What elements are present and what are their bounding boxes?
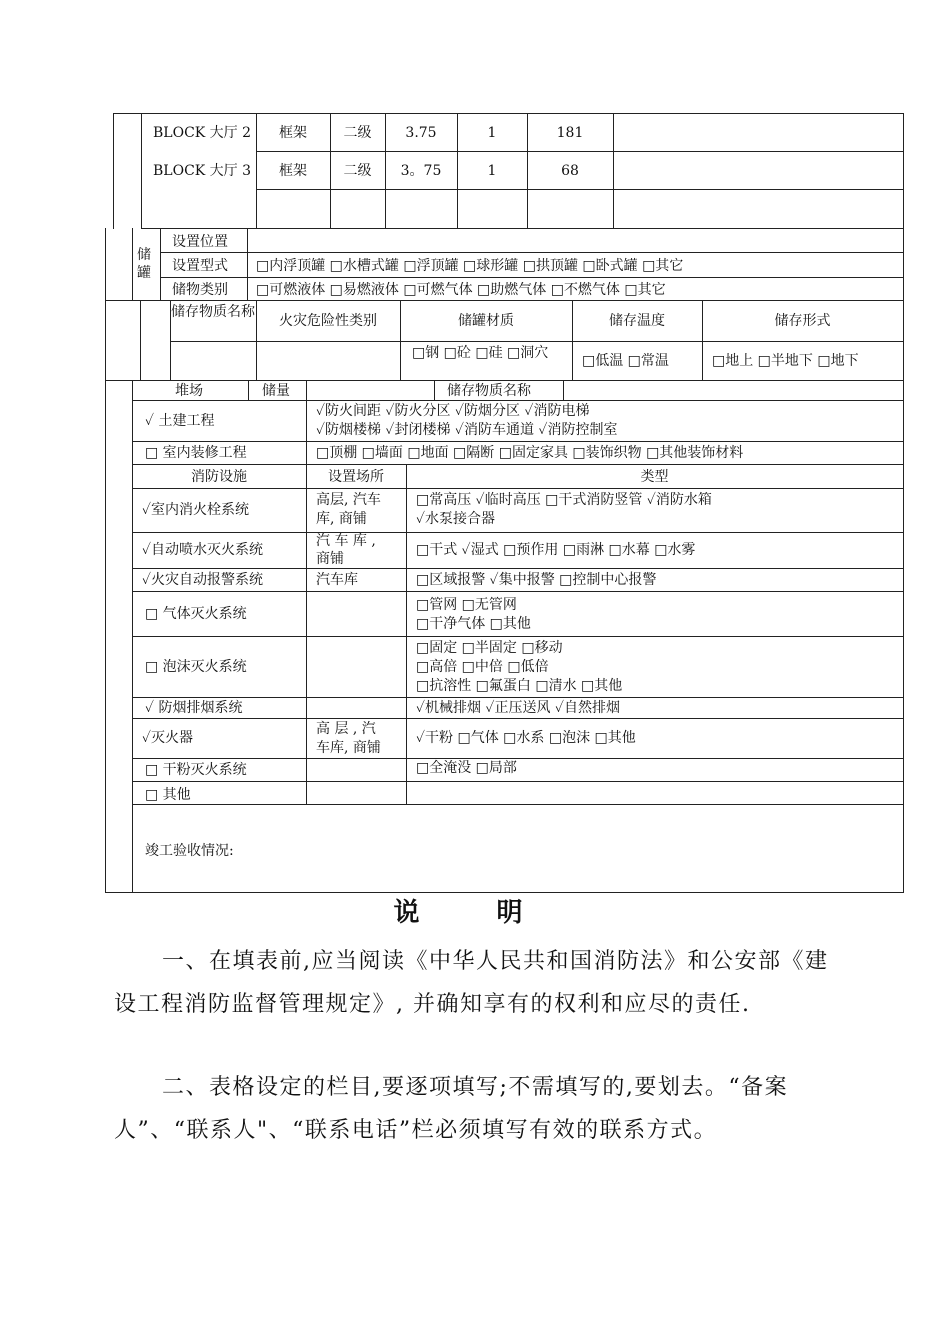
fire-system-name[interactable]: ✓室内消火栓系统 (142, 502, 250, 518)
building-height: 3。75 (400, 163, 442, 179)
header-material-name: 储存物质名称 (171, 304, 255, 320)
fire-system-name[interactable]: □ 气体灭火系统 (145, 606, 247, 622)
building-grade: 二级 (343, 163, 372, 179)
building-floors: 1 (487, 163, 497, 179)
building-name: BLOCK 大厅 3 (153, 163, 252, 179)
tank-form-options[interactable]: □地上 □半地下 □地下 (712, 353, 859, 369)
building-floors: 1 (487, 125, 497, 141)
fire-system-name[interactable]: ✓ 防烟排烟系统 (145, 700, 243, 716)
fire-system-location: 汽车库 (316, 572, 358, 588)
yard-volume-label: 储量 (262, 383, 290, 399)
yard-label: 堆场 (175, 383, 203, 399)
fire-system-types[interactable]: □干式 ✓湿式 □预作用 □雨淋 □水幕 □水雾 (416, 542, 696, 558)
building-structure: 框架 (279, 125, 307, 141)
building-name: BLOCK 大厅 2 (153, 125, 252, 141)
fire-system-types[interactable]: □抗溶性 □氟蛋白 □清水 □其他 (416, 678, 623, 694)
fire-system-types[interactable]: □固定 □半固定 □移动 (416, 640, 563, 656)
tank-temp-options[interactable]: □低温 □常温 (582, 353, 669, 369)
yard-material-label: 储存物质名称 (447, 383, 531, 399)
building-grade: 二级 (343, 125, 372, 141)
building-height: 3.75 (405, 125, 437, 141)
header-storage-form: 储存形式 (774, 313, 831, 329)
fire-system-types[interactable]: ✓机械排烟 ✓正压送风 ✓自然排烟 (416, 700, 620, 716)
tank-material-options[interactable]: □钢 □砼 □硅 □洞穴 (412, 345, 549, 361)
acceptance-label: 竣工验收情况: (145, 843, 234, 859)
fire-system-types[interactable]: □常高压 ✓临时高压 □干式消防竖管 ✓消防水箱 (416, 492, 712, 508)
header-type: 类型 (640, 469, 669, 485)
interior-label[interactable]: □ 室内装修工程 (145, 445, 247, 461)
fire-system-name[interactable]: □ 干粉灭火系统 (145, 762, 247, 778)
header-tank-material: 储罐材质 (458, 313, 514, 329)
fire-system-name[interactable]: □ 其他 (145, 787, 191, 803)
tank-category-label: 储物类别 (172, 282, 228, 298)
fire-system-name[interactable]: ✓自动喷水灭火系统 (142, 542, 264, 558)
fire-system-types[interactable]: □区域报警 ✓集中报警 □控制中心报警 (416, 572, 657, 588)
civil-options-1[interactable]: ✓防火间距 ✓防火分区 ✓防烟分区 ✓消防电梯 (316, 403, 590, 419)
header-facility: 消防设施 (191, 469, 247, 485)
fire-system-location: 汽 车 库 , (316, 533, 376, 549)
header-storage-temp: 储存温度 (609, 313, 665, 329)
building-area: 181 (556, 125, 584, 141)
tank-location-label: 设置位置 (172, 234, 228, 250)
building-area: 68 (561, 163, 579, 179)
fire-system-location: 商铺 (316, 551, 344, 567)
fire-system-name[interactable]: ✓灭火器 (142, 730, 194, 746)
civil-options-2[interactable]: ✓防烟楼梯 ✓封闭楼梯 ✓消防车通道 ✓消防控制室 (316, 422, 618, 438)
notes-title: 说 明 (393, 898, 557, 928)
fire-system-location: 高层, 汽车 (316, 492, 381, 508)
fire-system-location: 车库, 商铺 (316, 740, 381, 756)
fire-system-types[interactable]: ✓水泵接合器 (416, 511, 496, 527)
fire-system-name[interactable]: □ 泡沫灭火系统 (145, 659, 247, 675)
fire-system-types[interactable]: □高倍 □中倍 □低倍 (416, 659, 549, 675)
header-hazard-class: 火灾危险性类别 (279, 313, 377, 329)
fire-system-types[interactable]: □管网 □无管网 (416, 597, 517, 613)
tank-section-label: 储罐 (137, 247, 151, 281)
civil-label[interactable]: ✓ 土建工程 (145, 413, 215, 429)
fire-system-types[interactable]: □干净气体 □其他 (416, 616, 531, 632)
notes-paragraph-2: 二、表格设定的栏目,要逐项填写;不需填写的,要划去。“备案人”、“联系人"、“联系电话”栏必须填写有效的联系方式。 (114, 1075, 789, 1143)
fire-system-location: 库, 商铺 (316, 511, 367, 527)
fire-system-types[interactable]: ✓干粉 □气体 □水系 □泡沫 □其他 (416, 730, 636, 746)
building-structure: 框架 (279, 163, 307, 179)
interior-options[interactable]: □顶棚 □墙面 □地面 □隔断 □固定家具 □装饰织物 □其他装饰材料 (316, 445, 744, 461)
header-location: 设置场所 (328, 469, 384, 485)
fire-system-location: 高 层 , 汽 (316, 721, 376, 737)
tank-category-options[interactable]: □可燃液体 □易燃液体 □可燃气体 □助燃气体 □不燃气体 □其它 (256, 282, 666, 298)
tank-type-label: 设置型式 (172, 258, 228, 274)
fire-system-types[interactable]: □全淹没 □局部 (416, 760, 517, 776)
fire-system-name[interactable]: ✓火灾自动报警系统 (142, 572, 264, 588)
notes-paragraph-1: 一、在填表前,应当阅读《中华人民共和国消防法》和公安部《建设工程消防监督管理规定》, 并确知享有的权利和应尽的责任. (114, 949, 829, 1017)
tank-type-options[interactable]: □内浮顶罐 □水槽式罐 □浮顶罐 □球形罐 □拱顶罐 □卧式罐 □其它 (256, 258, 684, 274)
